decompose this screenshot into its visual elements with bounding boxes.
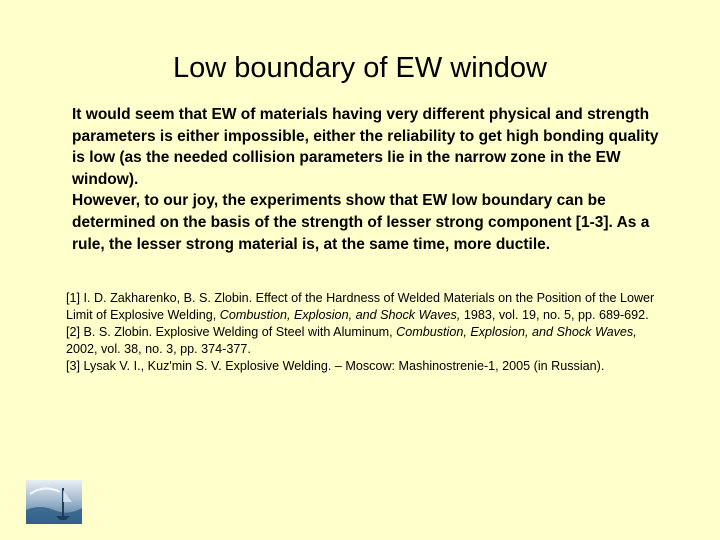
reference-2-text: [2] B. S. Zlobin. Explosive Welding of Steel with Aluminum, bbox=[66, 325, 397, 339]
reference-3-text: [3] Lysak V. I., Kuz'min S. V. Explosive Welding. – Moscow: Mashinostrenie-1, 2005 (in Russian). bbox=[66, 359, 605, 373]
body-paragraph-2: However, to our joy, the experiments show that EW low boundary can be determined on the basis of the strength of lesser strong component [1-3]. As a rule, the lesser strong material is, at the same time, more ductile. bbox=[72, 192, 650, 253]
reference-1 bbox=[66, 290, 661, 324]
slide-body bbox=[72, 104, 662, 255]
references bbox=[66, 290, 661, 375]
institute-logo-icon bbox=[26, 480, 82, 524]
reference-1-text: [1] I. D. Zakharenko, B. S. Zlobin. Effect of the Hardness of Welded Materials on the Position of the Lower Limit of Explosive Welding, bbox=[66, 291, 655, 322]
reference-3 bbox=[66, 358, 661, 375]
slide-title: Low boundary of EW window bbox=[173, 52, 547, 84]
body-paragraph-1: It would seem that EW of materials having very different physical and strength parameters is either impossible, either the reliability to get high bonding quality is low (as the needed collision parameters lie in the narrow zone in the EW window). bbox=[72, 106, 659, 188]
reference-2 bbox=[66, 324, 661, 358]
reference-1-journal: Combustion, Explosion, and Shock Waves, bbox=[219, 308, 461, 322]
reference-2-details: 2002, vol. 38, no. 3, pp. 374-377. bbox=[66, 342, 251, 356]
reference-2-journal: Combustion, Explosion, and Shock Waves, bbox=[396, 325, 637, 339]
reference-1-details: 1983, vol. 19, no. 5, pp. 689-692. bbox=[460, 308, 649, 322]
